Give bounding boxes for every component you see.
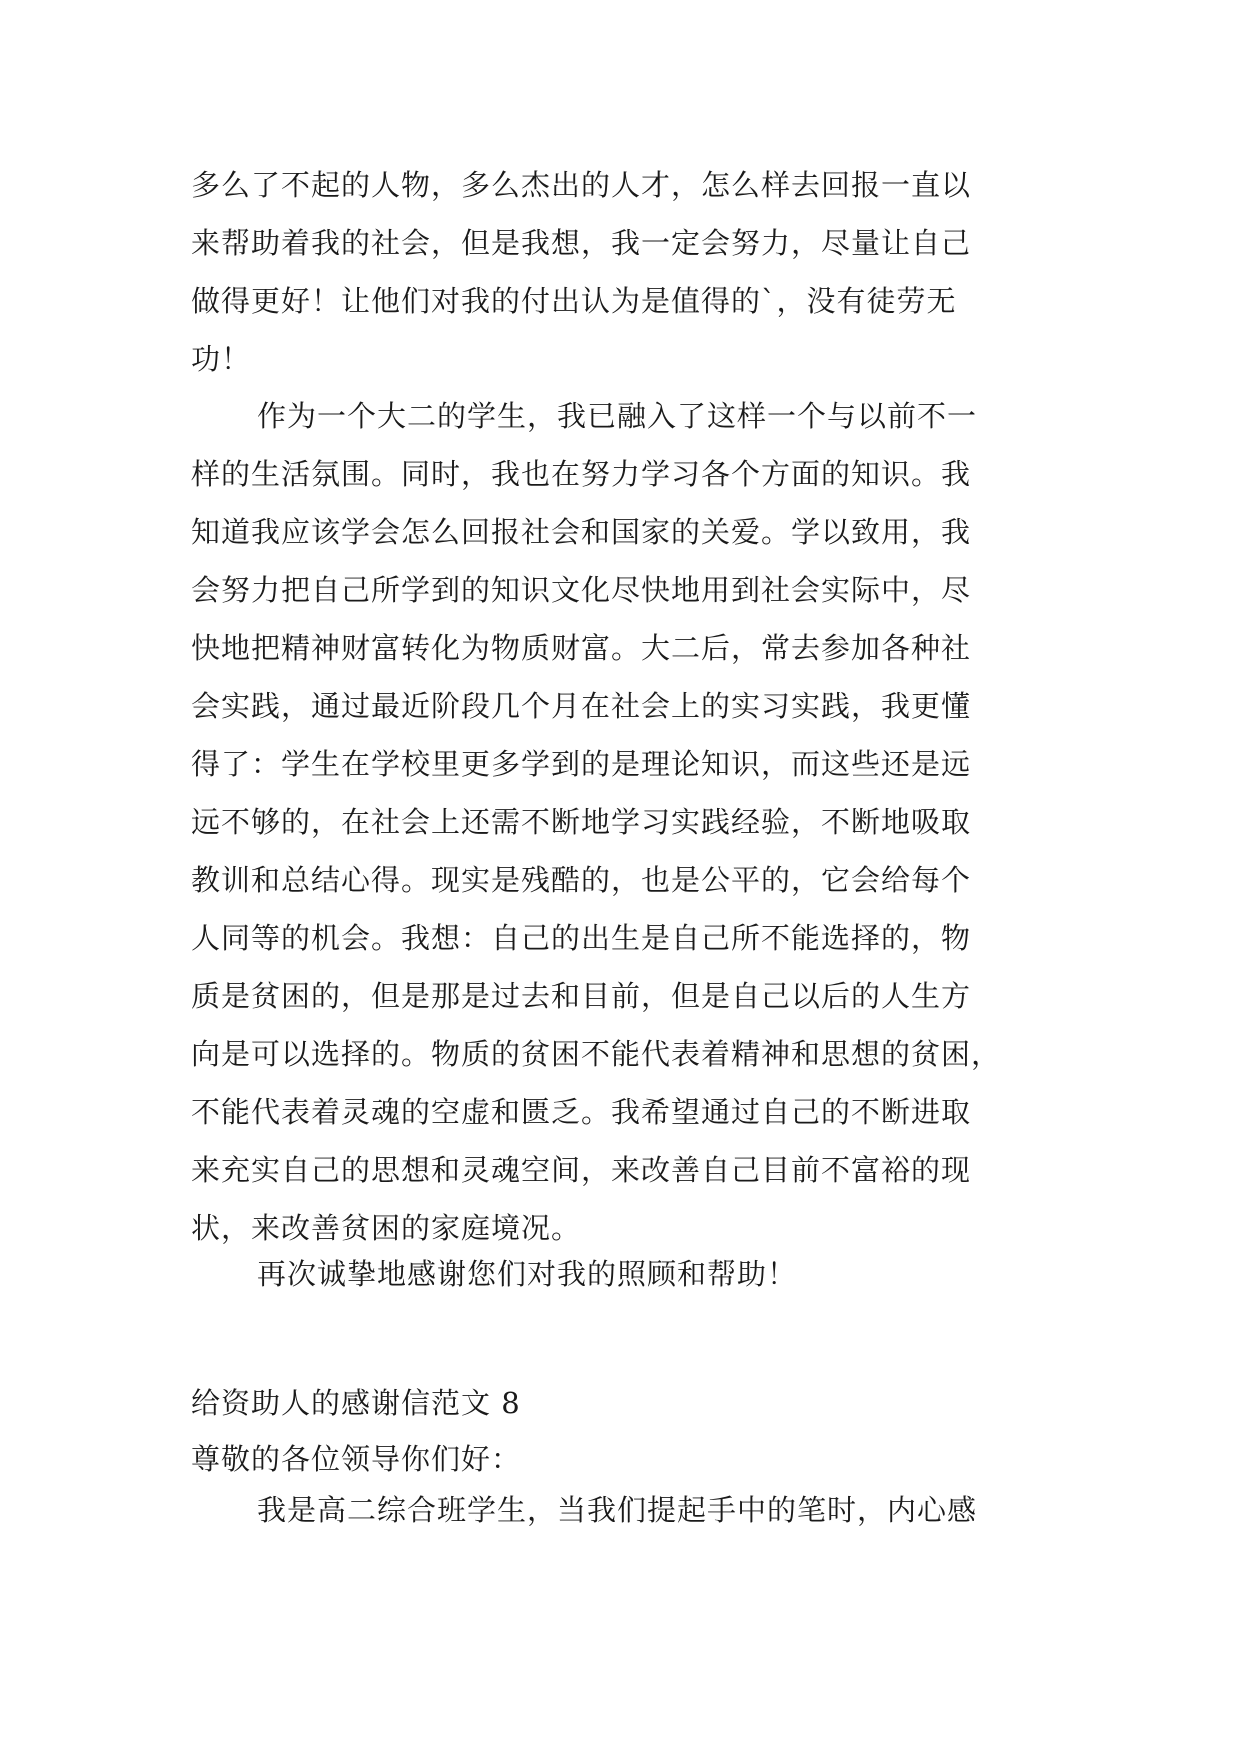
text-line: 快地把精神财富转化为物质财富。大二后，常去参加各种社 [191,631,972,665]
text-line: 教训和总结心得。现实是残酷的，也是公平的，它会给每个 [191,863,972,897]
text-line: 远不够的，在社会上还需不断地学习实践经验，不断地吸取 [191,805,972,839]
paragraph-continuation [191,156,1051,388]
text-line: 质是贫困的，但是那是过去和目前，但是自己以后的人生方 [191,979,972,1013]
text-line: 状，来改善贫困的家庭境况。 [191,1211,582,1245]
text-line: 再次诚挚地感谢您们对我的照顾和帮助！ [257,1257,798,1291]
paragraph-sophomore [191,387,1051,1257]
text-line: 功！ [191,342,252,376]
paragraph-letter-opening [191,1481,1051,1539]
text-line: 我是高二综合班学生，当我们提起手中的笔时，内心感 [257,1493,978,1527]
text-line: 知道我应该学会怎么回报社会和国家的关爱。学以致用，我 [191,515,972,549]
text-line: 作为一个大二的学生，我已融入了这样一个与以前不一 [257,399,978,433]
text-line: 来充实自己的思想和灵魂空间，来改善自己目前不富裕的现 [191,1153,972,1187]
text-line: 得了：学生在学校里更多学到的是理论知识，而这些还是远 [191,747,972,781]
text-line: 多么了不起的人物，多么杰出的人才，怎么样去回报一直以 [191,168,972,202]
text-line: 会努力把自己所学到的知识文化尽快地用到社会实际中，尽 [191,573,972,607]
text-line: 来帮助着我的社会，但是我想，我一定会努力，尽量让自己 [191,226,972,260]
text-line: 人同等的机会。我想：自己的出生是自己所不能选择的，物 [191,921,972,955]
section-heading: 给资助人的感谢信范文 8 [191,1386,521,1420]
text-line: 向是可以选择的。物质的贫困不能代表着精神和思想的贫困， [191,1037,1002,1071]
text-line: 会实践，通过最近阶段几个月在社会上的实习实践，我更懂 [191,689,972,723]
salutation: 尊敬的各位领导你们好： [191,1442,522,1476]
letter-header [191,1375,1051,1487]
paragraph-thanks [191,1245,1051,1303]
text-line: 做得更好！让他们对我的付出认为是值得的`，没有徒劳无 [191,284,957,318]
text-line: 不能代表着灵魂的空虚和匮乏。我希望通过自己的不断进取 [191,1095,972,1129]
text-line: 样的生活氛围。同时，我也在努力学习各个方面的知识。我 [191,457,972,491]
